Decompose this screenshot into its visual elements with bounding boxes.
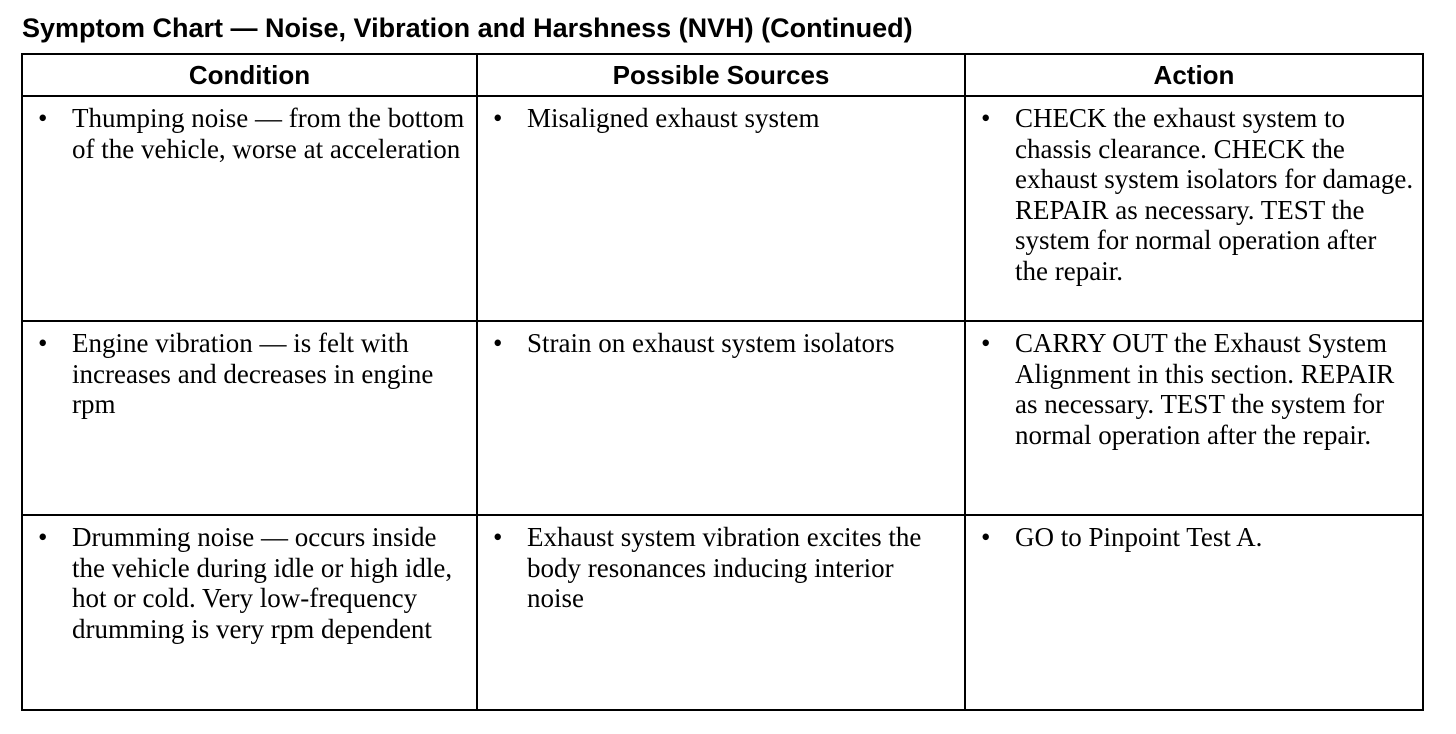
condition-cell bbox=[22, 96, 477, 321]
header-condition: Condition bbox=[22, 54, 477, 96]
bullet-icon: • bbox=[38, 522, 48, 552]
condition-cell bbox=[22, 321, 477, 515]
action-text: GO to Pinpoint Test A. bbox=[1015, 522, 1263, 552]
condition-cell bbox=[22, 515, 477, 710]
bullet-icon: • bbox=[493, 103, 503, 133]
bullet-icon: • bbox=[493, 328, 503, 358]
bullet-icon: • bbox=[981, 522, 991, 552]
action-cell bbox=[965, 96, 1423, 321]
bullet-icon: • bbox=[981, 103, 991, 133]
source-text: Strain on exhaust system isolators bbox=[527, 328, 895, 358]
action-text: CHECK the exhaust system to chassis clearance. CHECK the exhaust system isolators for damage. REPAIR as necessary. TEST the system for normal operation after the repair. bbox=[1015, 103, 1414, 286]
table-header-row bbox=[22, 54, 1423, 96]
bullet-icon: • bbox=[38, 328, 48, 358]
source-cell bbox=[477, 515, 965, 710]
chart-title: Symptom Chart — Noise, Vibration and Harshness (NVH) (Continued) bbox=[22, 13, 913, 43]
condition-text: Thumping noise — from the bottom of the vehicle, worse at acceleration bbox=[72, 103, 465, 164]
table-row bbox=[22, 321, 1423, 515]
bullet-icon: • bbox=[981, 328, 991, 358]
source-cell bbox=[477, 96, 965, 321]
action-cell bbox=[965, 321, 1423, 515]
condition-text: Engine vibration — is felt with increases and decreases in engine rpm bbox=[72, 328, 434, 420]
table-row bbox=[22, 515, 1423, 710]
source-text: Misaligned exhaust system bbox=[527, 103, 820, 133]
bullet-icon: • bbox=[38, 103, 48, 133]
source-text: Exhaust system vibration excites the body resonances inducing interior noise bbox=[527, 522, 922, 614]
condition-text: Drumming noise — occurs inside the vehicle during idle or high idle, hot or cold. Very low-frequency drumming is very rpm dependent bbox=[72, 522, 453, 644]
header-action: Action bbox=[965, 54, 1423, 96]
symptom-chart-table bbox=[21, 53, 1424, 711]
table-row bbox=[22, 96, 1423, 321]
header-possible-sources: Possible Sources bbox=[477, 54, 965, 96]
source-cell bbox=[477, 321, 965, 515]
action-cell bbox=[965, 515, 1423, 710]
bullet-icon: • bbox=[493, 522, 503, 552]
action-text: CARRY OUT the Exhaust System Alignment in this section. REPAIR as necessary. TEST the system for normal operation after the repair. bbox=[1015, 328, 1395, 450]
